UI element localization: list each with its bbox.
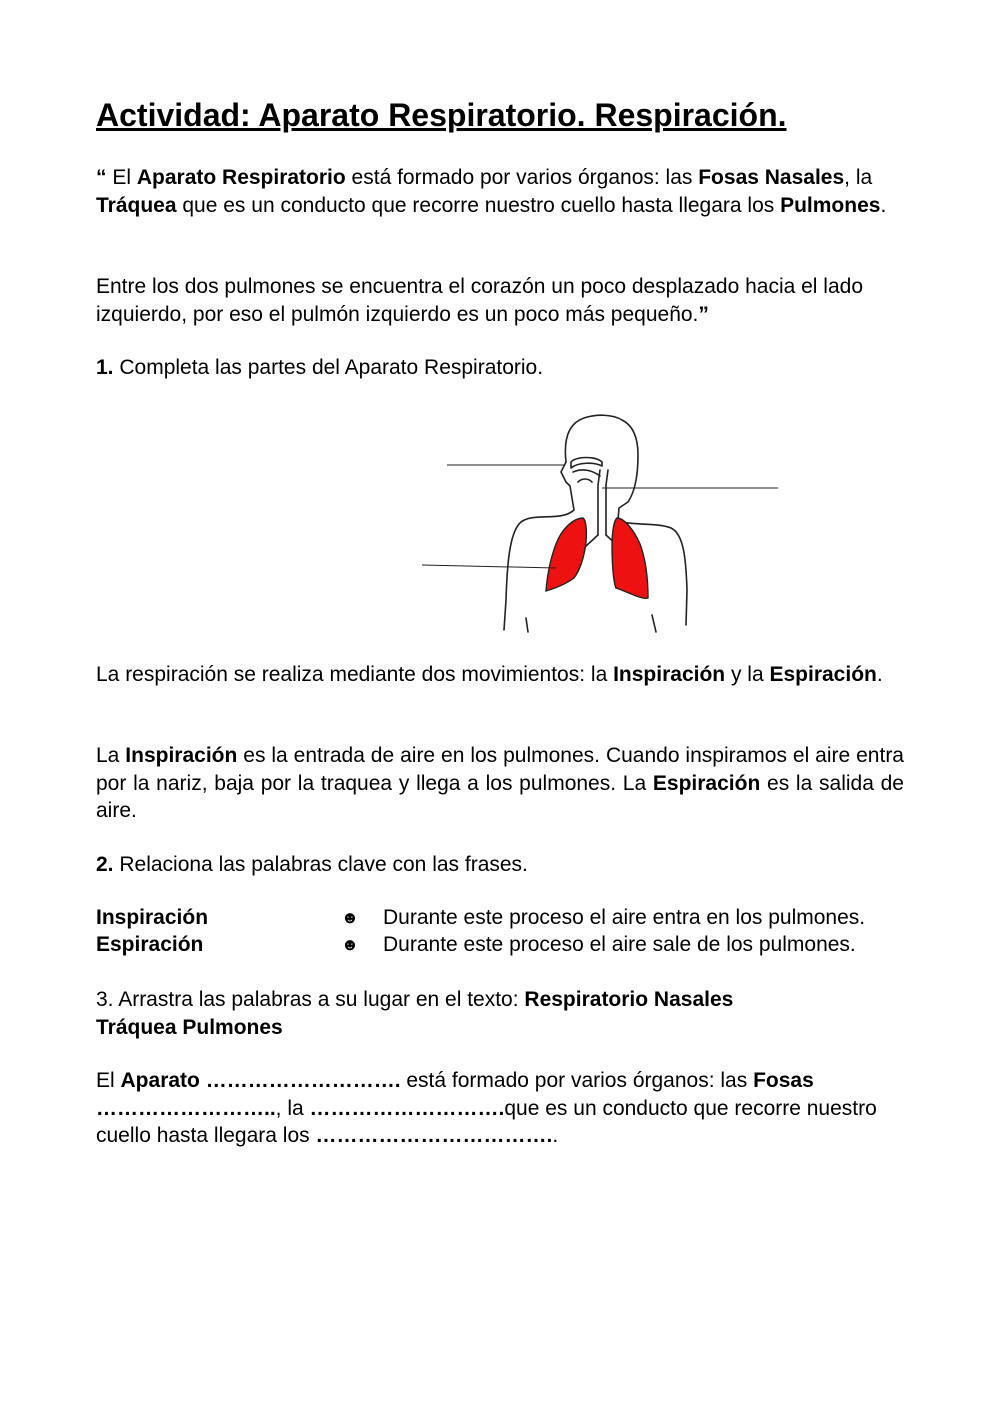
- match-row-espiracion: [96, 931, 996, 959]
- nasal-cavity: [571, 458, 602, 469]
- match-row-inspiracion: [96, 904, 996, 932]
- question-3: 3. Arrastra las palabras a su lugar en el texto: Respiratorio Nasales Tráquea Pulmones: [96, 988, 734, 1039]
- palate-line: [573, 470, 600, 476]
- label-lines: [422, 465, 778, 568]
- match-dot-icon[interactable]: ☻: [341, 935, 359, 954]
- fill-in-paragraph: El Aparato ………………………. está formado por varios órganos: las Fosas …………………….., la ……………………….que es un conducto que recorre nuestro cuello hasta llegara los ……………………………..: [96, 1069, 877, 1147]
- blank-drop-zone-3[interactable]: ……………………….: [309, 1096, 505, 1120]
- respiration-paragraph: La respiración se realiza mediante dos movimientos: la Inspiración y la Espiración.: [96, 663, 883, 686]
- match-word[interactable]: Inspiración: [96, 906, 209, 929]
- match-phrase[interactable]: Durante este proceso el aire sale de los pulmones.: [383, 933, 856, 956]
- blank-drop-zone-4[interactable]: …………………………….: [315, 1124, 553, 1147]
- respiratory-system-diagram: [416, 410, 786, 640]
- intro-paragraph-2: Entre los dos pulmones se encuentra el corazón un poco desplazado hacia el lado izquierdo, por eso el pulmón izquierdo es un poco más pequeño.”: [96, 275, 864, 326]
- match-phrase[interactable]: Durante este proceso el aire entra en los pulmones.: [383, 906, 866, 929]
- mouth-line: [578, 479, 592, 482]
- intro-paragraph-1: “ El Aparato Respiratorio está formado por varios órganos: las Fosas Nasales, la Tráquea que es un conducto que recorre nuestro cuello hasta llegara los Pulmones.: [96, 166, 887, 217]
- question-2: 2. Relaciona las palabras clave con las frases.: [96, 853, 528, 876]
- label-line-lung: [422, 565, 556, 568]
- close-quote: ”: [698, 302, 709, 326]
- page-title: Actividad: Aparato Respiratorio. Respiración.: [96, 97, 787, 133]
- left-arm-line: [526, 618, 528, 632]
- left-lung: [546, 518, 586, 591]
- right-arm-line: [652, 615, 656, 632]
- open-quote: “: [96, 166, 107, 189]
- inspiration-paragraph: La Inspiración es la entrada de aire en los pulmones. Cuando inspiramos el aire entra por la nariz, baja por la traquea y llega a los pulmones. La Espiración es la salida de aire.: [96, 744, 904, 822]
- question-1: 1. Completa las partes del Aparato Respiratorio.: [96, 356, 544, 379]
- match-word[interactable]: Espiración: [96, 933, 204, 956]
- lungs: [546, 518, 648, 598]
- blank-drop-zone-2[interactable]: ……………………..: [96, 1096, 276, 1120]
- right-lung: [612, 518, 648, 598]
- trachea-tube: [598, 470, 608, 535]
- match-dot-icon[interactable]: ☻: [341, 908, 359, 927]
- body-outline: [504, 415, 687, 632]
- drag-word-bank[interactable]: Respiratorio Nasales Tráquea Pulmones: [96, 988, 734, 1039]
- blank-drop-zone-1[interactable]: ……………………….: [199, 1069, 401, 1092]
